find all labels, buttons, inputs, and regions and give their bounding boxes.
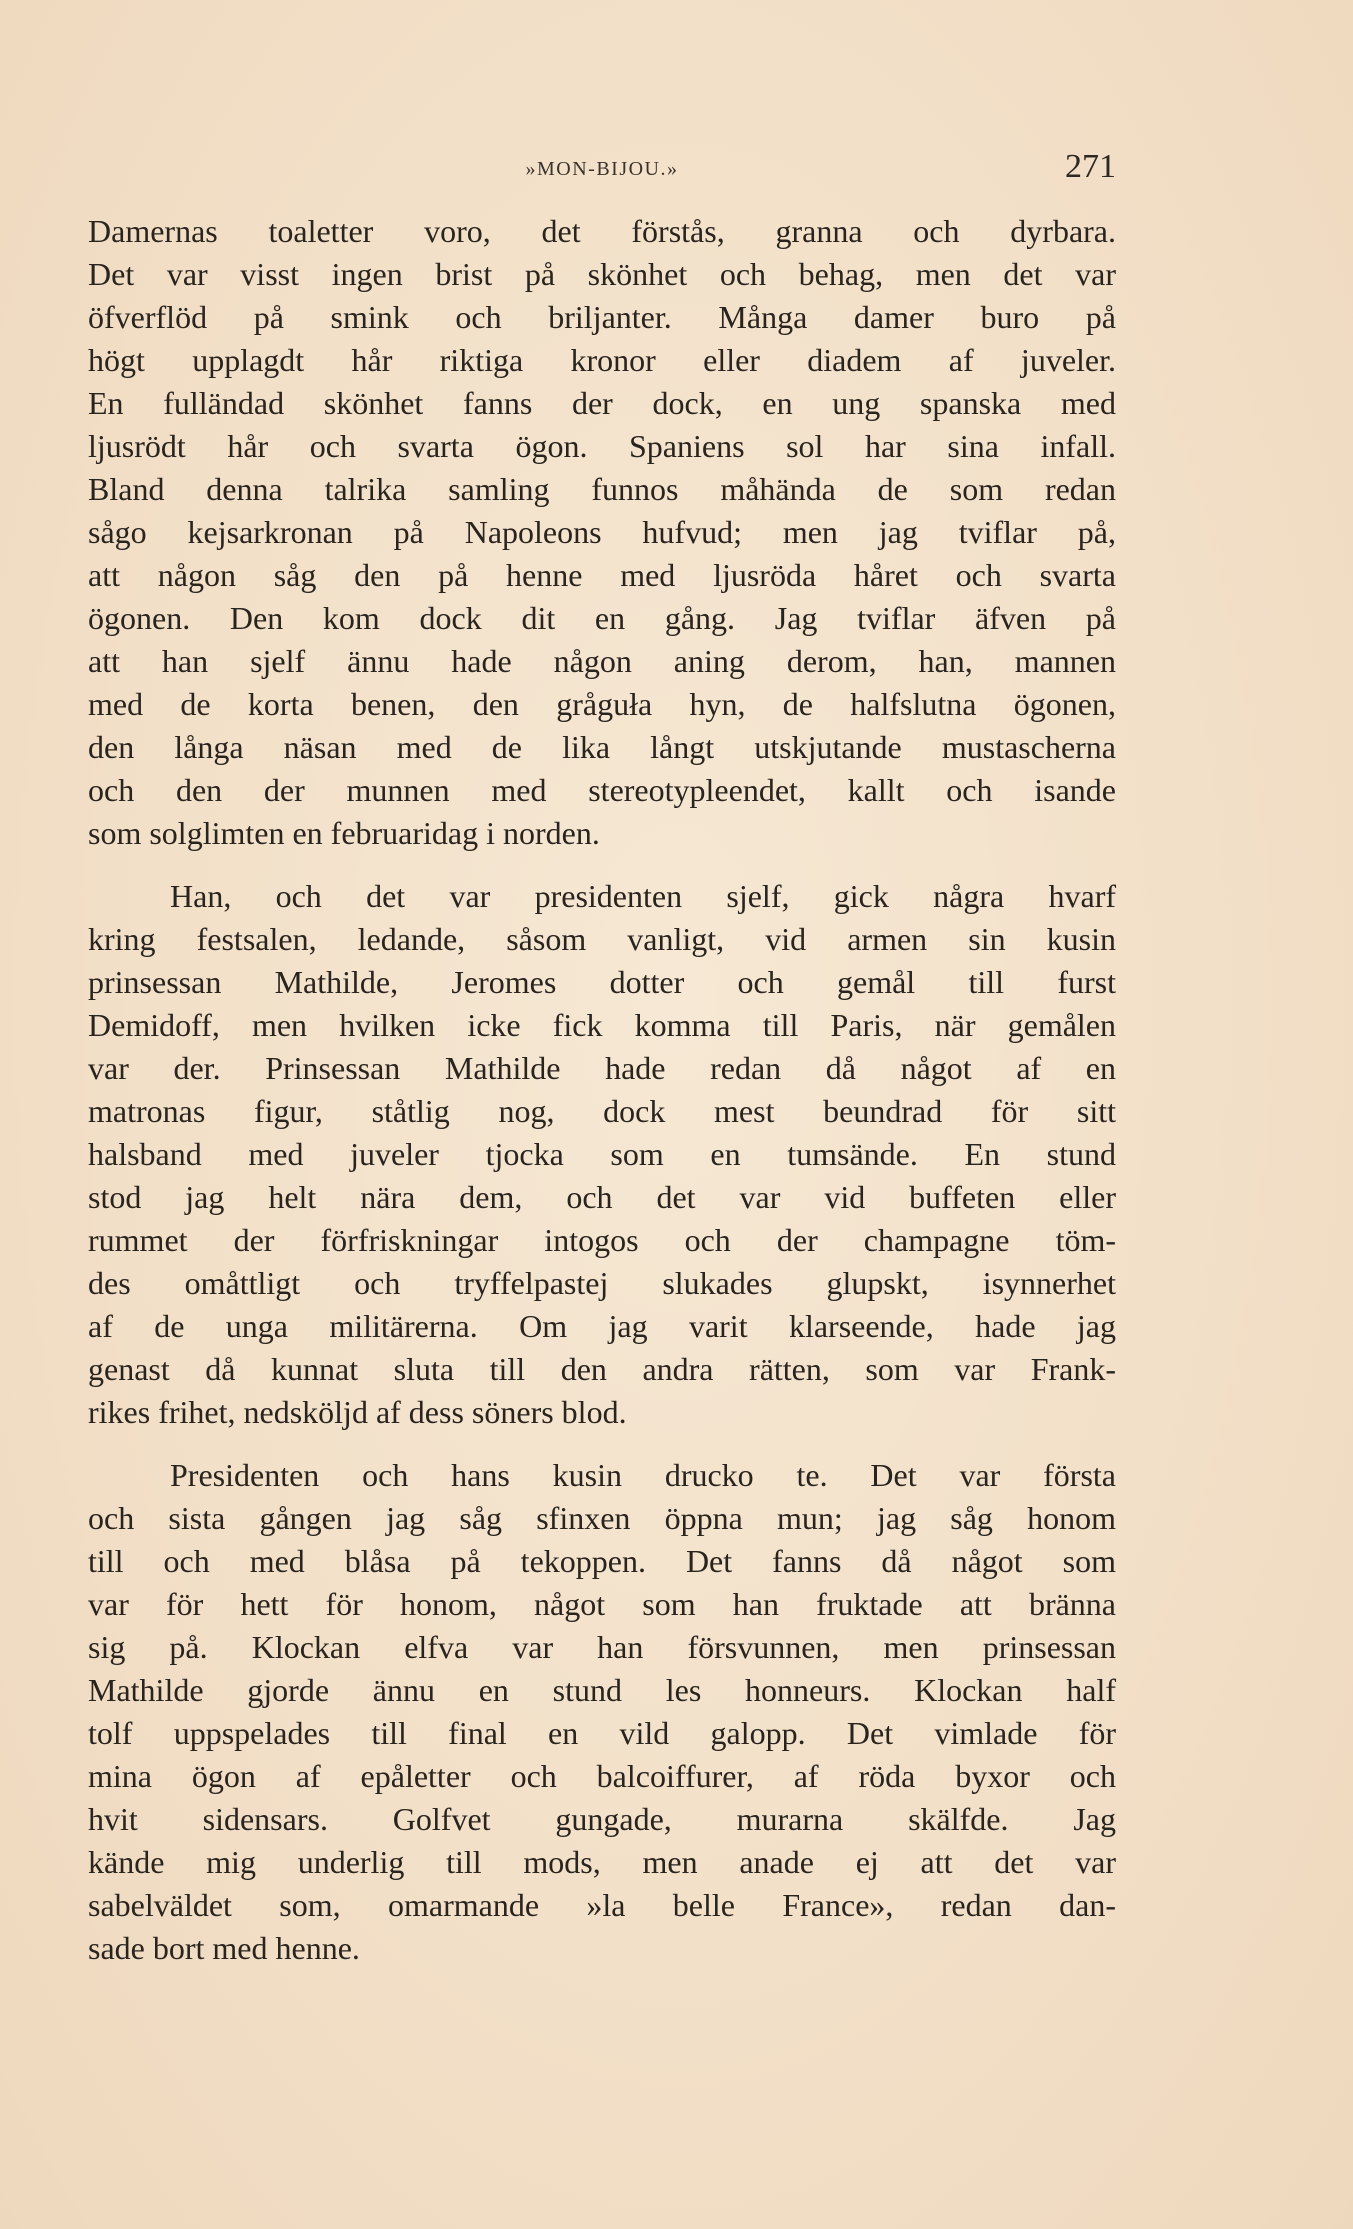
- text-line: matronas figur, ståtlig nog, dock mest beundrad för sitt: [88, 1093, 1116, 1129]
- text-line: med de korta benen, den gråguła hyn, de halfslutna ögonen,: [88, 686, 1116, 722]
- text-line: att han sjelf ännu hade någon aning derom, han, mannen: [88, 643, 1116, 679]
- text-line: Demidoff, men hvilken icke fick komma till Paris, när gemålen: [88, 1007, 1116, 1043]
- text-line: Presidenten och hans kusin drucko te. Det var första: [170, 1457, 1116, 1493]
- text-line: halsband med juveler tjocka som en tumsände. En stund: [88, 1136, 1116, 1172]
- text-line: rikes frihet, nedsköljd af dess söners blod.: [88, 1394, 627, 1430]
- text-line: En fulländad skönhet fanns der dock, en ung spanska med: [88, 385, 1116, 421]
- text-line: sågo kejsarkronan på Napoleons hufvud; men jag tviflar på,: [88, 514, 1116, 550]
- text-line: var der. Prinsessan Mathilde hade redan då något af en: [88, 1050, 1116, 1086]
- text-line: hvit sidensars. Golfvet gungade, murarna skälfde. Jag: [88, 1801, 1116, 1837]
- text-line: genast då kunnat sluta till den andra rätten, som var Frank-: [88, 1351, 1116, 1387]
- text-line: som solglimten en februaridag i norden.: [88, 815, 600, 851]
- text-line: sabelväldet som, omarmande »la belle France», redan dan-: [88, 1887, 1116, 1923]
- text-line: ljusrödt hår och svarta ögon. Spaniens sol har sina infall.: [88, 428, 1116, 464]
- text-line: rummet der förfriskningar intogos och der champagne töm-: [88, 1222, 1116, 1258]
- body-text: [88, 210, 1116, 1990]
- text-line: högt upplagdt hår riktiga kronor eller diadem af juveler.: [88, 342, 1116, 378]
- text-line: den långa näsan med de lika långt utskjutande mustascherna: [88, 729, 1116, 765]
- text-line: Mathilde gjorde ännu en stund les honneurs. Klockan half: [88, 1672, 1116, 1708]
- text-line: Damernas toaletter voro, det förstås, granna och dyrbara.: [88, 213, 1116, 249]
- text-line: mina ögon af epåletter och balcoiffurer, af röda byxor och: [88, 1758, 1116, 1794]
- text-line: stod jag helt nära dem, och det var vid buffeten eller: [88, 1179, 1116, 1215]
- text-line: sig på. Klockan elfva var han försvunnen, men prinsessan: [88, 1629, 1116, 1665]
- paragraph-2: [88, 875, 1116, 1434]
- text-line: var för hett för honom, något som han fruktade att bränna: [88, 1586, 1116, 1622]
- text-line: öfverflöd på smink och briljanter. Många damer buro på: [88, 299, 1116, 335]
- text-line: och den der munnen med stereotypleendet, kallt och isande: [88, 772, 1116, 808]
- text-line: prinsessan Mathilde, Jeromes dotter och gemål till furst: [88, 964, 1116, 1000]
- running-head: [88, 148, 1116, 192]
- text-line: tolf uppspelades till final en vild galopp. Det vimlade för: [88, 1715, 1116, 1751]
- text-line: af de unga militärerna. Om jag varit klarseende, hade jag: [88, 1308, 1116, 1344]
- text-line: Det var visst ingen brist på skönhet och behag, men det var: [88, 256, 1116, 292]
- paragraph-3: [88, 1454, 1116, 1970]
- text-line: Han, och det var presidenten sjelf, gick några hvarf: [170, 878, 1116, 914]
- text-line: Bland denna talrika samling funnos måhända de som redan: [88, 471, 1116, 507]
- text-line: till och med blåsa på tekoppen. Det fanns då något som: [88, 1543, 1116, 1579]
- paragraph-1: [88, 210, 1116, 855]
- text-line: att någon såg den på henne med ljusröda håret och svarta: [88, 557, 1116, 593]
- text-line: sade bort med henne.: [88, 1930, 360, 1966]
- text-line: des omåttligt och tryffelpastej slukades glupskt, isynnerhet: [88, 1265, 1116, 1301]
- page-number: 271: [1065, 148, 1116, 185]
- text-line: kände mig underlig till mods, men anade ej att det var: [88, 1844, 1116, 1880]
- text-line: och sista gången jag såg sfinxen öppna mun; jag såg honom: [88, 1500, 1116, 1536]
- text-line: kring festsalen, ledande, såsom vanligt, vid armen sin kusin: [88, 921, 1116, 957]
- running-title: »MON-BIJOU.»: [525, 158, 679, 180]
- text-line: ögonen. Den kom dock dit en gång. Jag tviflar äfven på: [88, 600, 1116, 636]
